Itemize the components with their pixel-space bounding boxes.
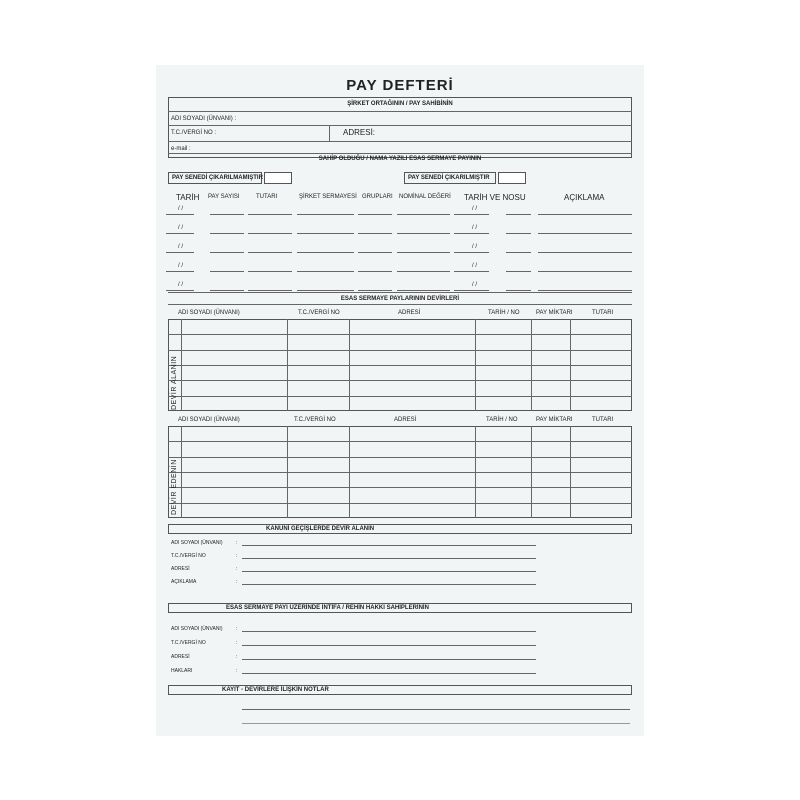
col-date: TARİH — [176, 193, 200, 202]
colon: : — [236, 566, 238, 572]
transfer-a-col-address: ADRESİ — [398, 310, 421, 316]
entry-line[interactable] — [166, 271, 194, 272]
col-groups: GRUPLARI — [362, 194, 393, 200]
transfer-a-col-amount: TUTARI — [592, 310, 614, 316]
usufruct-input-line[interactable] — [242, 673, 536, 674]
colon: : — [236, 668, 238, 674]
owner-email-label: e-mail : — [171, 146, 191, 152]
divider — [168, 141, 632, 142]
entry-line[interactable] — [506, 252, 531, 253]
page-title: PAY DEFTERİ — [346, 77, 454, 94]
date-placeholder: / / — [178, 282, 184, 288]
colon: : — [236, 654, 238, 660]
legal-input-line[interactable] — [242, 571, 536, 572]
legal-label: ADI SOYADI (ÜNVANI) — [171, 540, 223, 546]
entry-line[interactable] — [358, 214, 392, 215]
table-row[interactable] — [181, 426, 632, 441]
entry-line[interactable] — [538, 252, 632, 253]
date-placeholder: / / — [472, 244, 478, 250]
entry-line[interactable] — [248, 233, 292, 234]
legal-label: ADRESİ — [171, 566, 190, 572]
usufruct-label: T.C./VERGİ NO — [171, 640, 206, 646]
divider — [168, 125, 632, 126]
entry-line[interactable] — [297, 271, 354, 272]
transfer-a-col-share-qty: PAY MİKTARI — [536, 310, 573, 316]
table-row[interactable] — [181, 319, 632, 334]
entry-line[interactable] — [297, 252, 354, 253]
col-date-number: TARİH VE NOSU — [464, 193, 526, 202]
table-row[interactable] — [181, 441, 632, 456]
owner-tax-label: T.C./VERGİ NO : — [171, 130, 217, 136]
usufruct-header: ESAS SERMAYE PAYI ÜZERİNDE İNTİFA / REHİN HAKKI SAHİPLERİNİN — [226, 605, 429, 611]
table-row[interactable] — [181, 380, 632, 395]
entry-line[interactable] — [506, 290, 531, 291]
owner-address-label: ADRESİ: — [343, 128, 376, 137]
colon: : — [236, 626, 238, 632]
shares-header: SAHİP OLDUĞU / NAMA YAZILI ESAS SERMAYE PAYININ — [318, 156, 482, 162]
entry-line[interactable] — [248, 271, 292, 272]
transfer-a-col-tax: T.C./VERGİ NO — [298, 310, 340, 316]
transfer-a-col-date-no: TARİH / NO — [488, 310, 520, 316]
col-description: AÇIKLAMA — [564, 193, 605, 202]
entry-line[interactable] — [506, 214, 531, 215]
giver-label: DEVİR EDENİN — [171, 459, 178, 515]
date-placeholder: / / — [472, 206, 478, 212]
legal-input-line[interactable] — [242, 584, 536, 585]
date-placeholder: / / — [472, 282, 478, 288]
transfer-b-col-date-no: TARİH / NO — [486, 417, 518, 423]
entry-line[interactable] — [297, 233, 354, 234]
usufruct-label: ADRESİ — [171, 654, 190, 660]
transfer-b-col-name: ADI SOYADI (ÜNVANI) — [178, 417, 240, 423]
divider — [168, 111, 632, 112]
date-placeholder: / / — [178, 225, 184, 231]
entry-line[interactable] — [166, 290, 194, 291]
colon: : — [236, 540, 238, 546]
usufruct-input-line[interactable] — [242, 659, 536, 660]
colon: : — [236, 553, 238, 559]
divider — [168, 153, 632, 154]
receiver-label: DEVİR ALANIN — [171, 355, 178, 410]
entry-line[interactable] — [506, 271, 531, 272]
transfer-b-col-amount: TUTARI — [592, 417, 614, 423]
issued-label: PAY SENEDİ ÇIKARILMIŞTIR — [408, 175, 490, 181]
date-placeholder: / / — [472, 263, 478, 269]
owner-header: ŞİRKET ORTAĞININ / PAY SAHİBİNİN — [347, 101, 453, 107]
legal-input-line[interactable] — [242, 545, 536, 546]
col-nominal-value: NOMİNAL DEĞERİ — [399, 194, 451, 200]
usufruct-label: ADI SOYADI (ÜNVANI) — [171, 626, 223, 632]
table-row[interactable] — [181, 487, 632, 502]
not-issued-checkbox[interactable] — [264, 172, 292, 184]
entry-line[interactable] — [538, 290, 632, 291]
col-amount: TUTARI — [256, 194, 278, 200]
not-issued-label: PAY SENEDİ ÇIKARILMAMIŞTIR — [172, 175, 263, 181]
table-row[interactable] — [181, 472, 632, 487]
entry-line[interactable] — [297, 214, 354, 215]
notes-line[interactable] — [242, 709, 630, 710]
divider — [329, 125, 330, 141]
notes-header: KAYIT - DEVİRLERE İLİŞKİN NOTLAR — [222, 687, 329, 693]
entry-line[interactable] — [248, 252, 292, 253]
entry-line[interactable] — [506, 233, 531, 234]
table-row[interactable] — [181, 457, 632, 472]
entry-line[interactable] — [538, 233, 632, 234]
entry-line[interactable] — [358, 252, 392, 253]
entry-line[interactable] — [358, 271, 392, 272]
table-row[interactable] — [181, 350, 632, 365]
ledger-page — [156, 65, 644, 736]
entry-line[interactable] — [166, 214, 194, 215]
legal-header: KANUNİ GEÇİŞLERDE DEVİR ALANIN — [266, 526, 375, 532]
entry-line[interactable] — [358, 233, 392, 234]
entry-line[interactable] — [210, 233, 244, 234]
entry-line[interactable] — [248, 214, 292, 215]
entry-line[interactable] — [210, 214, 244, 215]
table-row[interactable] — [181, 396, 632, 411]
entry-line[interactable] — [454, 214, 489, 215]
divider — [168, 292, 632, 293]
entry-line[interactable] — [454, 290, 489, 291]
usufruct-label: HAKLARI — [171, 668, 193, 674]
entry-line[interactable] — [210, 271, 244, 272]
col-company-capital: ŞİRKET SERMAYESİ — [299, 194, 357, 200]
date-placeholder: / / — [178, 206, 184, 212]
usufruct-input-line[interactable] — [242, 645, 536, 646]
entry-line[interactable] — [297, 290, 354, 291]
legal-label: AÇIKLAMA — [171, 579, 197, 585]
legal-label: T.C./VERGİ NO — [171, 553, 206, 559]
date-placeholder: / / — [178, 263, 184, 269]
entry-line[interactable] — [248, 290, 292, 291]
colon: : — [236, 640, 238, 646]
entry-line[interactable] — [210, 290, 244, 291]
entry-line[interactable] — [538, 214, 632, 215]
colon: : — [236, 579, 238, 585]
legal-header-box — [168, 524, 632, 534]
transfer-header: ESAS SERMAYE PAYLARININ DEVİRLERİ — [340, 296, 460, 302]
notes-line[interactable] — [242, 723, 630, 724]
entry-line[interactable] — [397, 214, 450, 215]
entry-line[interactable] — [397, 290, 450, 291]
legal-input-line[interactable] — [242, 558, 536, 559]
table-row[interactable] — [181, 334, 632, 349]
entry-line[interactable] — [454, 233, 489, 234]
date-placeholder: / / — [472, 225, 478, 231]
entry-line[interactable] — [397, 271, 450, 272]
divider — [168, 304, 632, 305]
owner-name-label: ADI SOYADI (ÜNVANI) : — [171, 116, 237, 122]
entry-line[interactable] — [210, 252, 244, 253]
date-placeholder: / / — [178, 244, 184, 250]
entry-line[interactable] — [454, 252, 489, 253]
entry-line[interactable] — [358, 290, 392, 291]
entry-line[interactable] — [397, 233, 450, 234]
entry-line[interactable] — [397, 252, 450, 253]
table-row[interactable] — [181, 365, 632, 380]
transfer-b-col-address: ADRESİ — [394, 417, 417, 423]
col-share-count: PAY SAYISI — [208, 194, 240, 200]
usufruct-input-line[interactable] — [242, 631, 536, 632]
entry-line[interactable] — [454, 271, 489, 272]
entry-line[interactable] — [538, 271, 632, 272]
entry-line[interactable] — [166, 233, 194, 234]
issued-checkbox[interactable] — [498, 172, 526, 184]
transfer-b-col-tax: T.C./VERGİ NO — [294, 417, 336, 423]
entry-line[interactable] — [166, 252, 194, 253]
transfer-a-col-name: ADI SOYADI (ÜNVANI) — [178, 310, 240, 316]
transfer-b-col-share-qty: PAY MİKTARI — [536, 417, 573, 423]
table-row[interactable] — [181, 503, 632, 518]
